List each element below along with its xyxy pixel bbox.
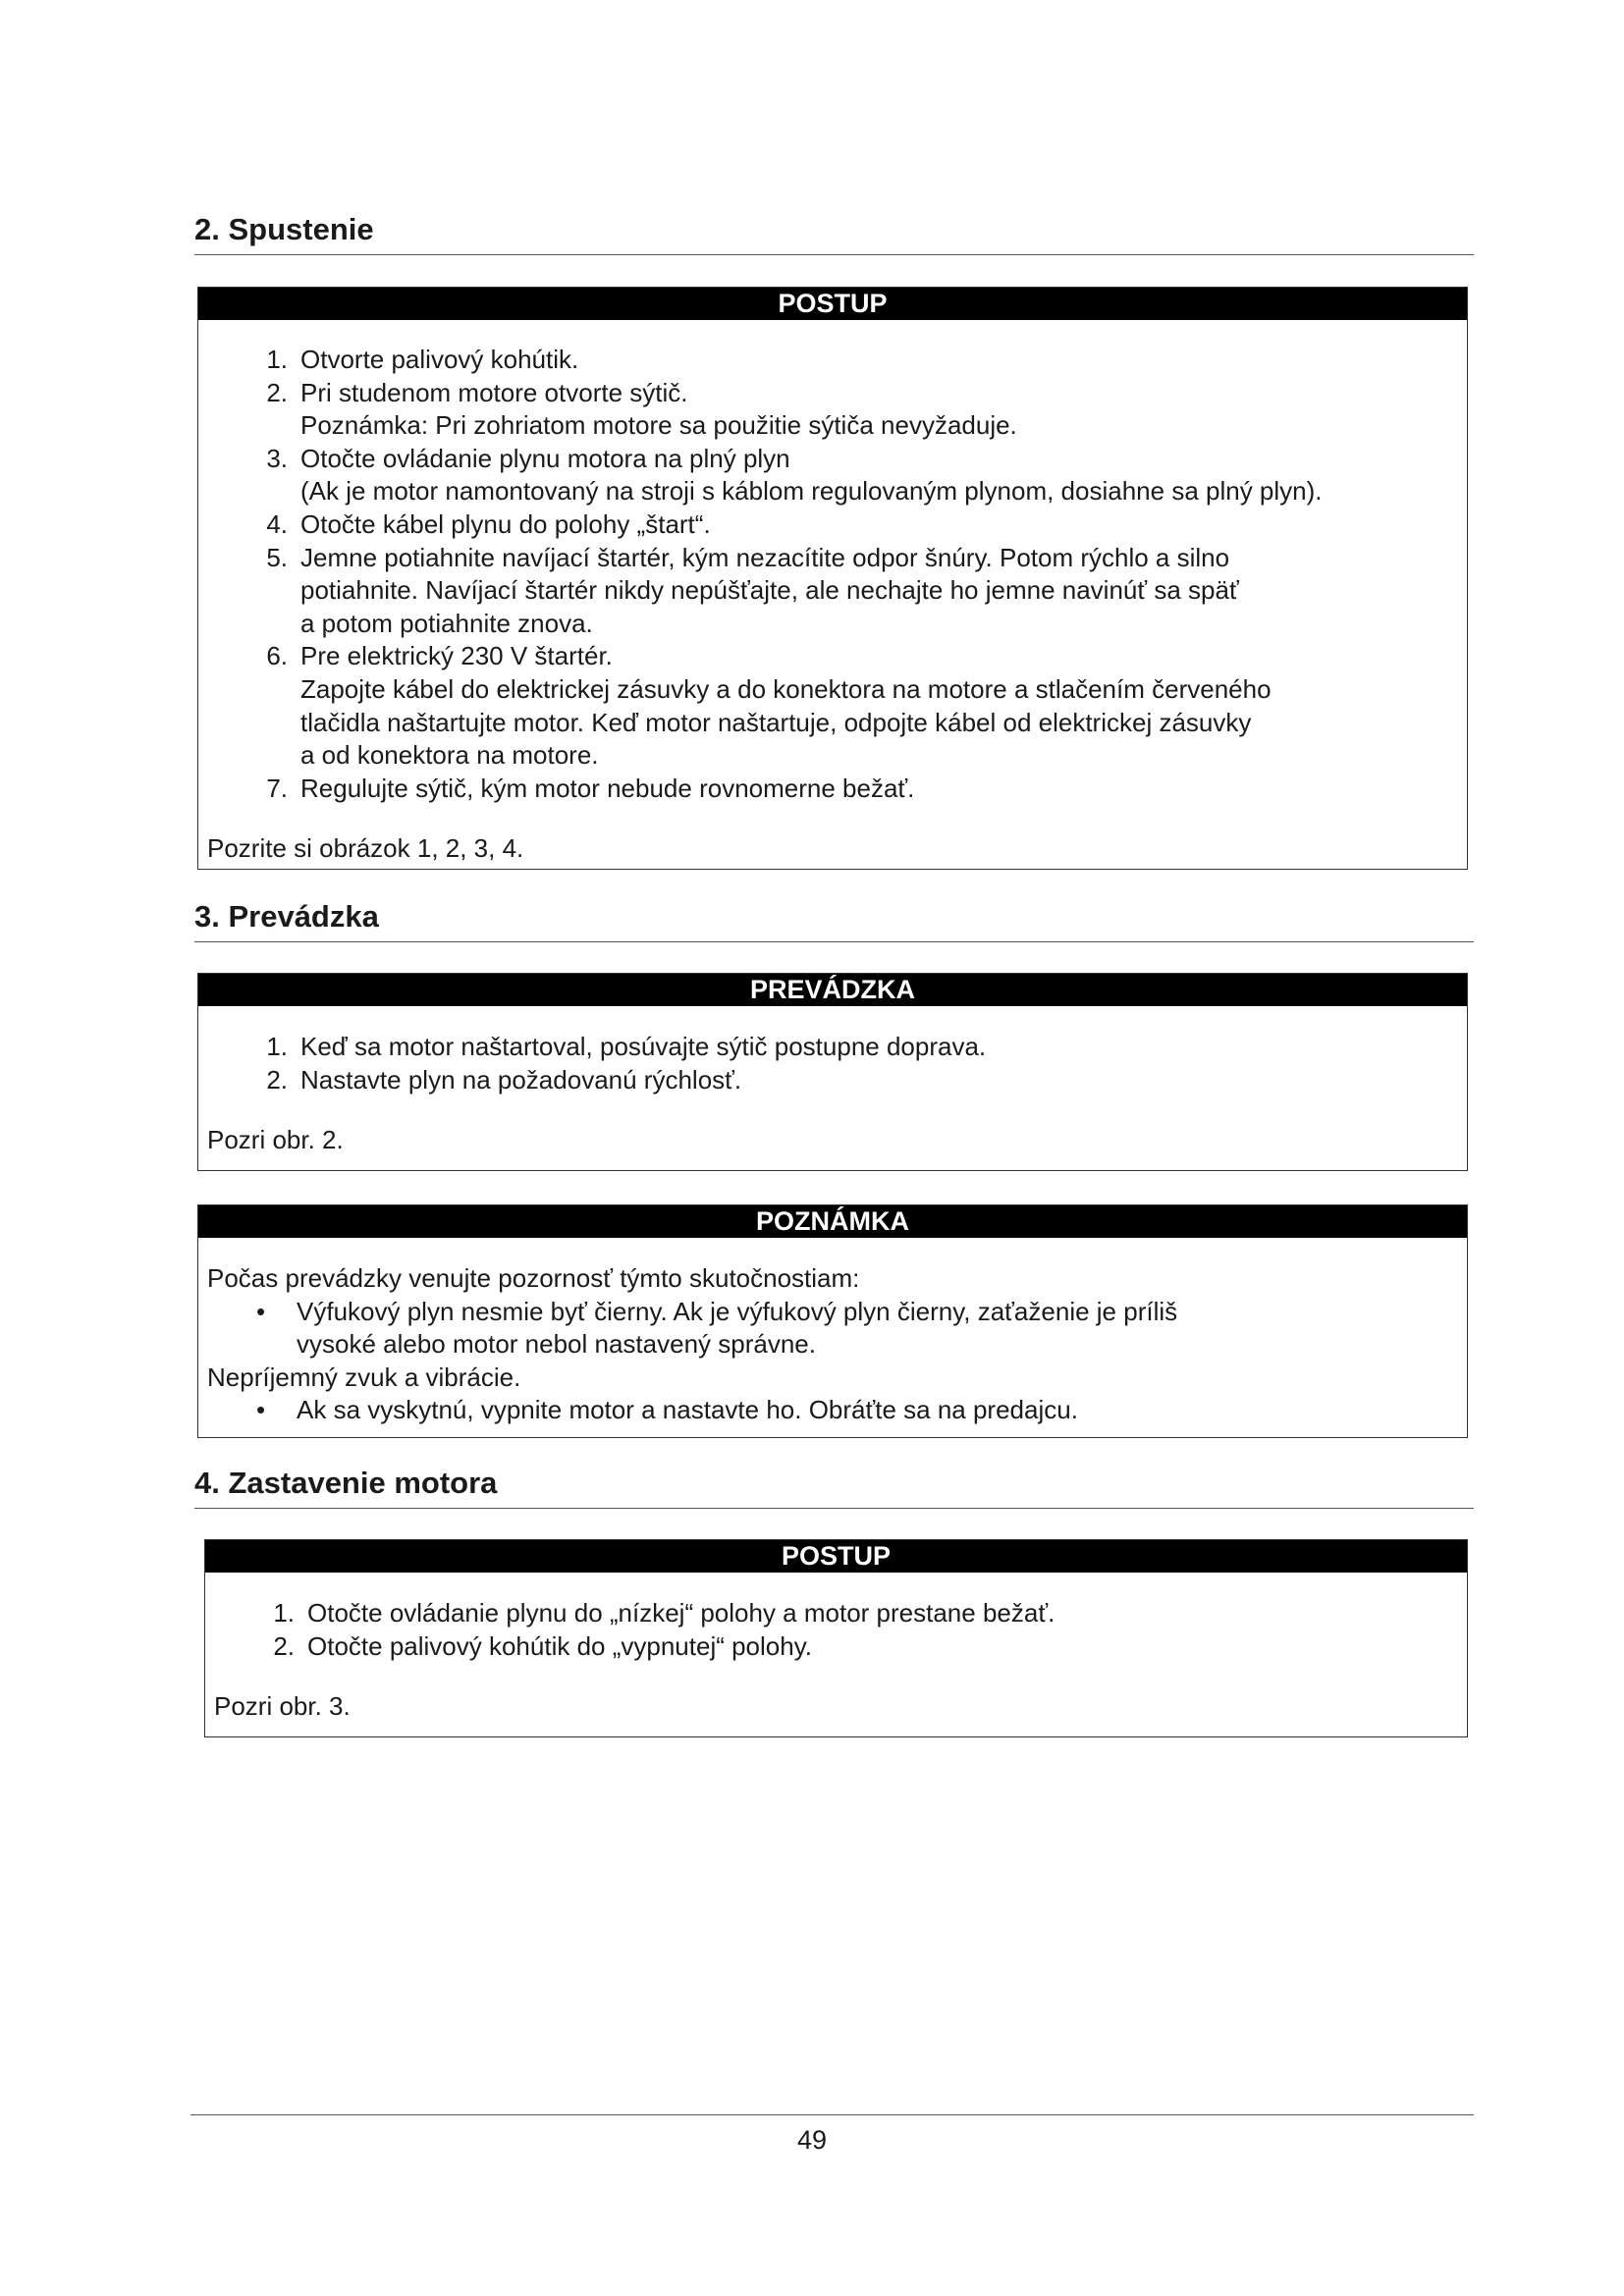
box-title: POZNÁMKA [198, 1205, 1467, 1238]
section-heading-zastavenie: 4. Zastavenie motora [194, 1464, 1474, 1509]
box-footer-note: Pozri obr. 3. [214, 1691, 351, 1722]
box-title: POSTUP [198, 288, 1467, 320]
page-number: 49 [796, 2125, 828, 2155]
section-heading-spustenie: 2. Spustenie [194, 210, 1474, 255]
list-item: 7. Regulujte sýtič, kým motor nebude rovnomerne bežať. [266, 773, 915, 803]
list-item: 2. Pri studenom motore otvorte sýtič. Poznámka: Pri zohriatom motore sa použitie sýtiča nevyžaduje. [266, 377, 1017, 441]
postup-box-zastavenie [204, 1539, 1468, 1737]
list-item: 4. Otočte kábel plynu do polohy „štart“. [266, 508, 711, 539]
note-intro: Počas prevádzky venujte pozornosť týmto skutočnostiam: [207, 1263, 860, 1293]
poznamka-box [197, 1204, 1468, 1438]
list-item: 1. Keď sa motor naštartoval, posúvajte sýtič postupne doprava. [266, 1032, 987, 1061]
list-item: 5. Jemne potiahnite navíjací štartér, kým nezacítite odpor šnúry. Potom rýchlo a silno potiahnite. Navíjací štartér nikdy nepúšťajte, ale nechajte ho jemne navinúť sa späť a potom potiahnite znova. [266, 542, 1239, 638]
steps-list [207, 1031, 1467, 1096]
box-title: POSTUP [205, 1540, 1467, 1573]
note-middle: Nepríjemný zvuk a vibrácie. [207, 1362, 521, 1392]
list-item: • Výfukový plyn nesmie byť čierny. Ak je výfukový plyn čierny, zaťaženie je príliš vysoké alebo motor nebol nastavený správne. [256, 1296, 1178, 1360]
prevadzka-box [197, 973, 1468, 1171]
list-item: • Ak sa vyskytnú, vypnite motor a nastavte ho. Obráťte sa na predajcu. [256, 1395, 1078, 1425]
box-title: PREVÁDZKA [198, 974, 1467, 1006]
list-item: 1. Otočte ovládanie plynu do „nízkej“ polohy a motor prestane bežať. [273, 1598, 1056, 1628]
list-item: 6. Pre elektrický 230 V štartér. Zapojte kábel do elektrickej zásuvky a do konektora na motore a stlačením červeného tlačidla naštartujte motor. Keď motor naštartuje, odpojte kábel od elektrickej zásuvky a od konektora na motore. [266, 641, 1272, 771]
postup-box-spustenie [197, 287, 1468, 870]
list-item: 1. Otvorte palivový kohútik. [266, 345, 579, 374]
steps-list [207, 344, 1467, 805]
footer-divider [190, 2114, 1474, 2115]
box-body [205, 1573, 1467, 1724]
box-footer-note: Pozrite si obrázok 1, 2, 3, 4. [207, 833, 524, 864]
list-item: 3. Otočte ovládanie plynu motora na plný plyn (Ak je motor namontovaný na stroji s káblom regulovaným plynom, dosiahne sa plný plyn). [266, 443, 1323, 507]
list-item: 2. Otočte palivový kohútik do „vypnutej“ polohy. [273, 1630, 813, 1661]
steps-list [214, 1597, 1467, 1663]
box-body [198, 1006, 1467, 1157]
box-body [198, 1238, 1467, 1427]
list-item: 2. Nastavte plyn na požadovanú rýchlosť. [266, 1064, 742, 1095]
bullet-list [207, 1394, 1467, 1427]
box-footer-note: Pozri obr. 2. [207, 1125, 344, 1155]
section-heading-prevadzka: 3. Prevádzka [194, 897, 1474, 942]
bullet-list [207, 1296, 1467, 1362]
box-body [198, 320, 1467, 866]
